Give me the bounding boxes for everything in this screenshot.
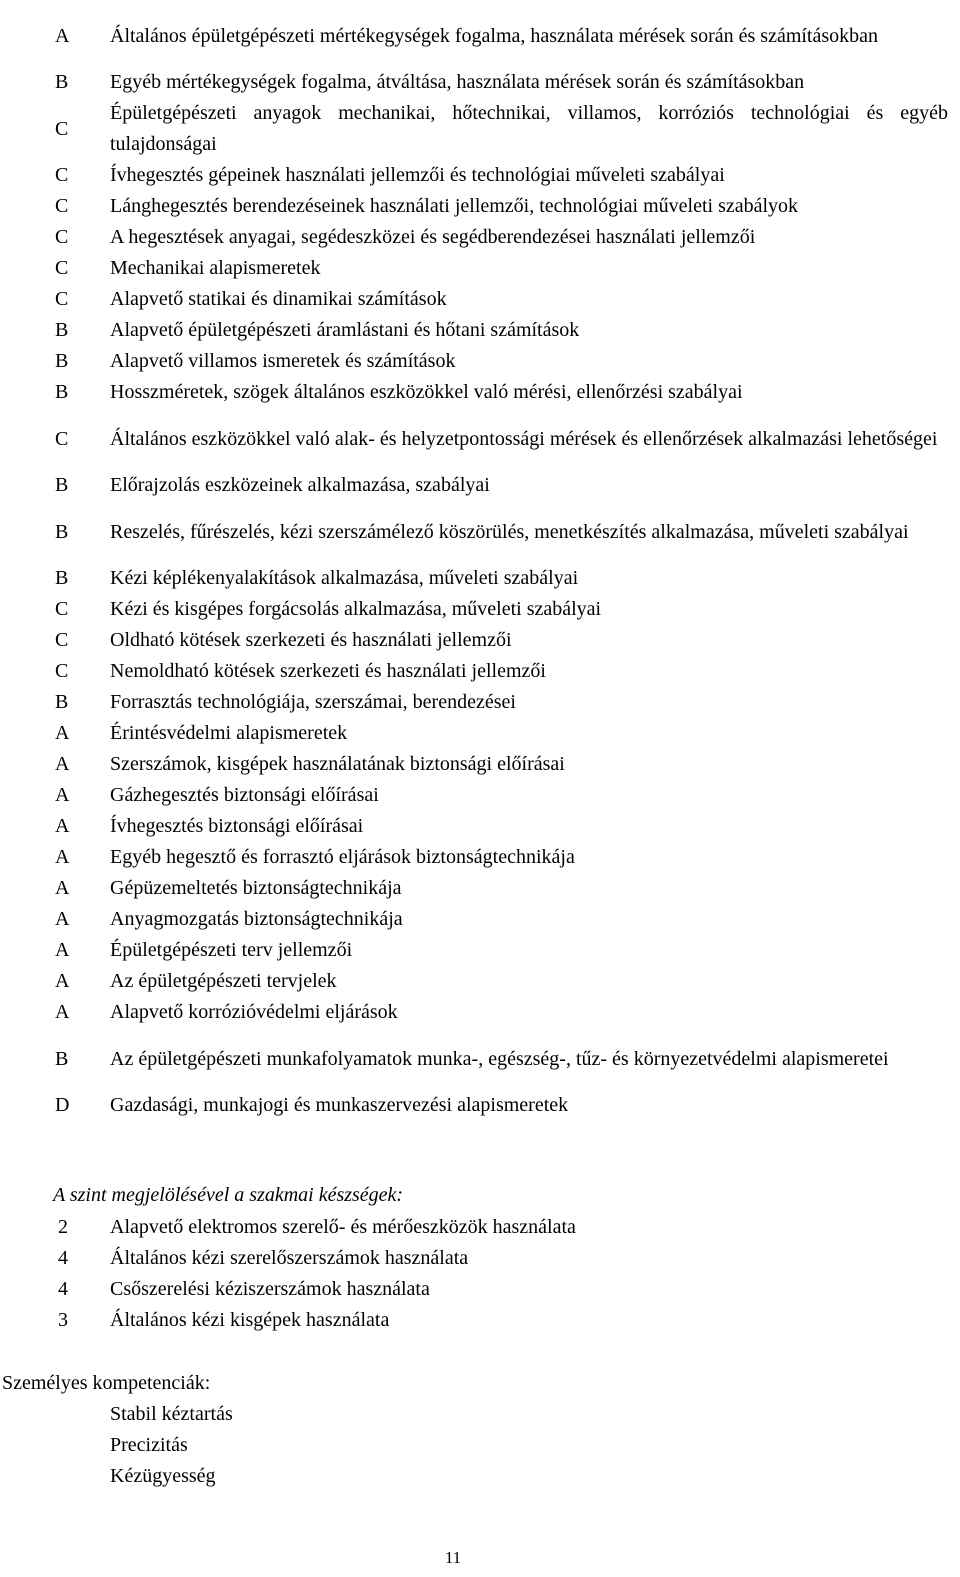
competency-row bbox=[0, 5, 960, 67]
competency-row bbox=[0, 408, 960, 470]
competency-level: B bbox=[55, 71, 69, 93]
competency-row bbox=[0, 1028, 960, 1090]
competency-description: Épületgépészeti terv jellemzői bbox=[110, 939, 353, 961]
competency-row bbox=[0, 656, 960, 687]
competency-row bbox=[0, 687, 960, 718]
competency-row bbox=[0, 997, 960, 1028]
competency-description: Általános eszközökkel való alak- és helyzetpontossági mérések és ellenőrzések alkalmazási lehetőségei bbox=[110, 427, 938, 450]
skill-row bbox=[0, 1212, 960, 1243]
competency-description: Oldható kötések szerkezeti és használati jellemzői bbox=[110, 629, 512, 651]
competency-level: B bbox=[55, 381, 69, 403]
competency-description: Ívhegesztés biztonsági előírásai bbox=[110, 815, 364, 837]
competency-row bbox=[0, 98, 960, 160]
competency-row bbox=[0, 842, 960, 873]
skills-header: A szint megjelölésével a szakmai készségek: bbox=[53, 1184, 404, 1206]
competency-description: Érintésvédelmi alapismeretek bbox=[110, 722, 348, 744]
competency-description: Ívhegesztés gépeinek használati jellemzői és technológiai műveleti szabályai bbox=[110, 164, 725, 186]
personal-competency-item: Stabil kéztartás bbox=[110, 1403, 233, 1425]
competency-description: Gázhegesztés biztonsági előírásai bbox=[110, 784, 379, 806]
competency-level: A bbox=[55, 970, 70, 992]
skill-description: Általános kézi kisgépek használata bbox=[110, 1309, 390, 1331]
competency-level: C bbox=[55, 629, 69, 651]
competency-level: C bbox=[55, 117, 69, 140]
skill-description: Általános kézi szerelőszerszámok használata bbox=[110, 1247, 469, 1269]
personal-competency-item: Kézügyesség bbox=[110, 1465, 216, 1487]
competency-description: Épületgépészeti anyagok mechanikai, hőtechnikai, villamos, korróziós technológiai és egyéb tulajdonságai bbox=[110, 102, 948, 155]
competency-description: Forrasztás technológiája, szerszámai, berendezései bbox=[110, 691, 516, 713]
competency-description: Mechanikai alapismeretek bbox=[110, 257, 321, 279]
competency-level: C bbox=[55, 257, 69, 279]
personal-competency-item: Precizitás bbox=[110, 1434, 188, 1456]
skill-level: 4 bbox=[58, 1278, 68, 1300]
competency-description: Reszelés, fűrészelés, kézi szerszámélező köszörülés, menetkészítés alkalmazása, műveleti szabályai bbox=[110, 520, 909, 543]
competency-description: Alapvető statikai és dinamikai számítások bbox=[110, 288, 447, 310]
competency-level: B bbox=[55, 319, 69, 341]
competency-description: A hegesztések anyagai, segédeszközei és segédberendezései használati jellemzői bbox=[110, 226, 756, 248]
skills-list bbox=[0, 1212, 960, 1336]
competency-level: A bbox=[55, 24, 70, 47]
skill-row bbox=[0, 1305, 960, 1336]
competency-row bbox=[0, 966, 960, 997]
competency-level: A bbox=[55, 877, 70, 899]
personal-competencies-list bbox=[110, 1399, 233, 1492]
competency-row bbox=[0, 284, 960, 315]
competency-row bbox=[0, 315, 960, 346]
competency-description: Általános épületgépészeti mértékegységek fogalma, használata mérések során és számításokban bbox=[110, 24, 879, 47]
personal-competencies-header: Személyes kompetenciák: bbox=[2, 1372, 211, 1394]
competency-description: Alapvető villamos ismeretek és számítások bbox=[110, 350, 456, 372]
competency-description: Lánghegesztés berendezéseinek használati jellemzői, technológiai műveleti szabályok bbox=[110, 195, 799, 217]
skill-level: 2 bbox=[58, 1216, 68, 1238]
competency-description: Kézi képlékenyalakítások alkalmazása, műveleti szabályai bbox=[110, 567, 579, 589]
competency-description: Egyéb mértékegységek fogalma, átváltása, használata mérések során és számításokban bbox=[110, 71, 805, 93]
competency-level: D bbox=[55, 1094, 70, 1116]
competency-row bbox=[0, 935, 960, 966]
competency-description: Gépüzemeltetés biztonságtechnikája bbox=[110, 877, 402, 899]
skill-level: 4 bbox=[58, 1247, 68, 1269]
competency-row bbox=[0, 160, 960, 191]
skill-row bbox=[0, 1243, 960, 1274]
competency-row bbox=[0, 191, 960, 222]
competency-description: Kézi és kisgépes forgácsolás alkalmazása, műveleti szabályai bbox=[110, 598, 602, 620]
competency-row bbox=[0, 253, 960, 284]
competency-row bbox=[0, 377, 960, 408]
competency-level: C bbox=[55, 660, 69, 682]
competency-description: Nemoldható kötések szerkezeti és használati jellemzői bbox=[110, 660, 546, 682]
competency-level: B bbox=[55, 691, 69, 713]
competency-row bbox=[0, 563, 960, 594]
competency-level: B bbox=[55, 350, 69, 372]
competency-row bbox=[0, 594, 960, 625]
competency-description: Hosszméretek, szögek általános eszközökkel való mérési, ellenőrzési szabályai bbox=[110, 381, 743, 403]
competency-row bbox=[0, 873, 960, 904]
competency-row bbox=[0, 222, 960, 253]
competency-level: B bbox=[55, 474, 69, 496]
competency-level: A bbox=[55, 722, 70, 744]
competency-level: B bbox=[55, 1047, 69, 1070]
competency-level: A bbox=[55, 1001, 70, 1023]
competency-row bbox=[0, 470, 960, 501]
competency-description: Az épületgépészeti munkafolyamatok munka-, egészség-, tűz- és környezetvédelmi alapismeretei bbox=[110, 1047, 889, 1070]
competency-level: C bbox=[55, 226, 69, 248]
skill-description: Alapvető elektromos szerelő- és mérőeszközök használata bbox=[110, 1216, 576, 1238]
competency-level: A bbox=[55, 908, 70, 930]
competency-level: C bbox=[55, 164, 69, 186]
competency-description: Az épületgépészeti tervjelek bbox=[110, 970, 337, 992]
competency-level: A bbox=[55, 846, 70, 868]
page-number: 11 bbox=[444, 1548, 462, 1567]
competency-description: Alapvető épületgépészeti áramlástani és hőtani számítások bbox=[110, 319, 580, 341]
competency-level: A bbox=[55, 939, 70, 961]
skill-row bbox=[0, 1274, 960, 1305]
competency-level: C bbox=[55, 288, 69, 310]
competency-row bbox=[0, 67, 960, 98]
competency-row bbox=[0, 780, 960, 811]
competency-row bbox=[0, 1090, 960, 1121]
skill-level: 3 bbox=[58, 1309, 68, 1331]
competency-description: Anyagmozgatás biztonságtechnikája bbox=[110, 908, 403, 930]
competency-level: B bbox=[55, 520, 69, 543]
competency-row bbox=[0, 625, 960, 656]
competency-row bbox=[0, 718, 960, 749]
competency-level: A bbox=[55, 784, 70, 806]
competency-description: Szerszámok, kisgépek használatának biztonsági előírásai bbox=[110, 753, 565, 775]
competency-row bbox=[0, 749, 960, 780]
competency-row bbox=[0, 811, 960, 842]
competency-description: Alapvető korrózióvédelmi eljárások bbox=[110, 1001, 398, 1023]
competency-level: C bbox=[55, 598, 69, 620]
competency-level: A bbox=[55, 815, 70, 837]
competency-description: Gazdasági, munkajogi és munkaszervezési alapismeretek bbox=[110, 1094, 569, 1116]
competency-level: A bbox=[55, 753, 70, 775]
competency-description: Egyéb hegesztő és forrasztó eljárások biztonságtechnikája bbox=[110, 846, 575, 868]
competency-level: C bbox=[55, 427, 69, 450]
competency-row bbox=[0, 346, 960, 377]
skill-description: Csőszerelési kéziszerszámok használata bbox=[110, 1278, 430, 1300]
competency-description: Előrajzolás eszközeinek alkalmazása, szabályai bbox=[110, 474, 490, 496]
competency-row bbox=[0, 501, 960, 563]
competency-table bbox=[0, 5, 960, 1121]
competency-level: C bbox=[55, 195, 69, 217]
competency-level: B bbox=[55, 567, 69, 589]
competency-row bbox=[0, 904, 960, 935]
